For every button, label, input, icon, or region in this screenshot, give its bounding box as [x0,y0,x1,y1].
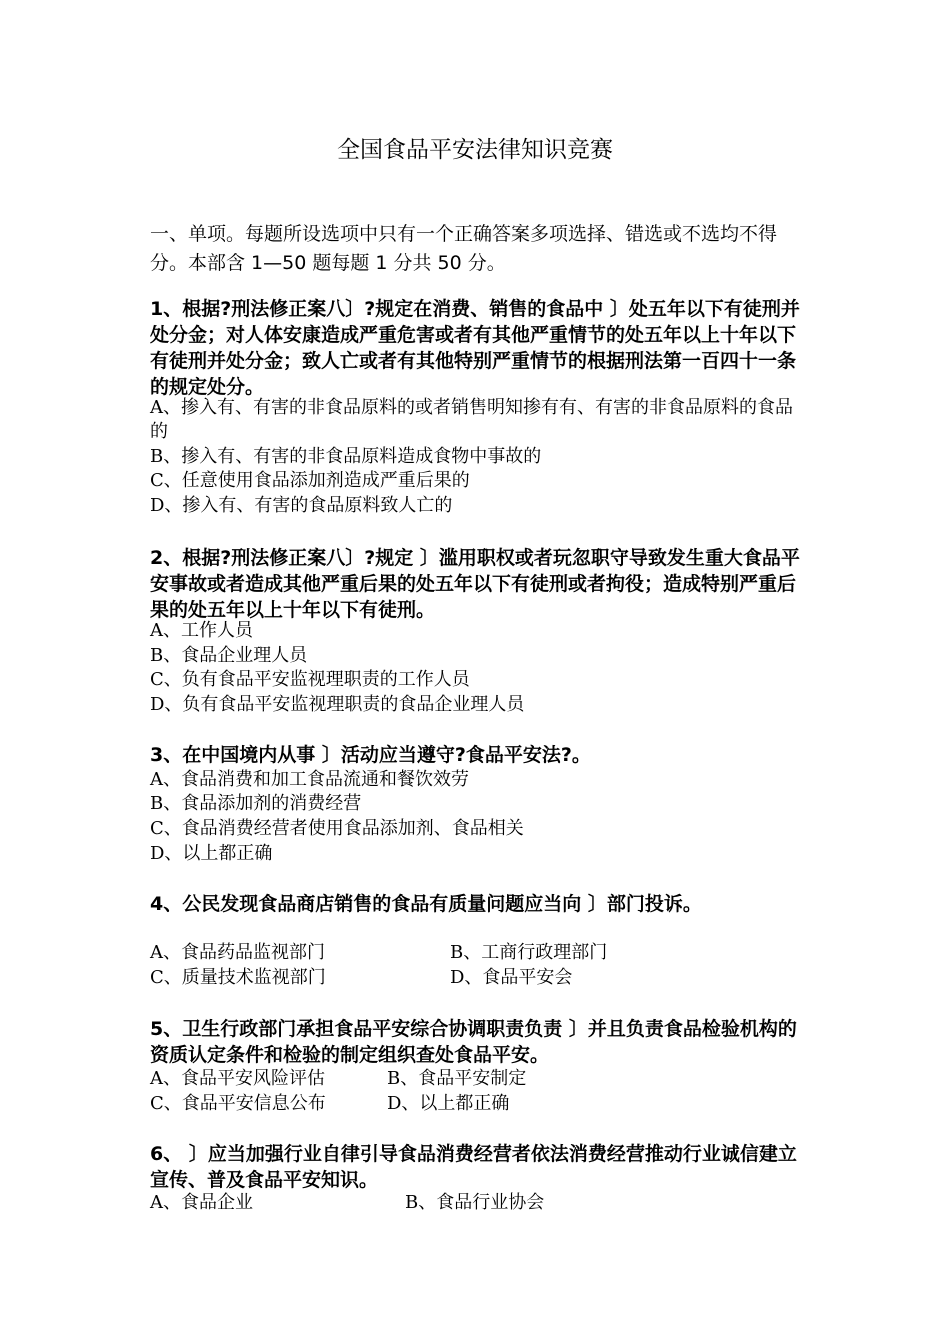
question-4-option-c: C、质量技术监视部门 [150,967,326,988]
question-5-stem: 5、卫生行政部门承担食品平安综合协调职责负责 〕并且负责食品检验机构的资质认定条件和检验的制定组织查处食品平安。 [150,1018,797,1066]
question-3-stem: 3、在中国境内从事 〕活动应当遵守?食品平安法?。 [150,744,591,766]
question-6-stem: 6、 〕应当加强行业自律引导食品消费经营者依法消费经营推动行业诚信建立宣传、普及食品平安知识。 [150,1143,797,1191]
question-5-option-a: A、食品平安风险评估 [150,1068,325,1089]
question-4-option-d: D、食品平安会 [450,967,573,988]
question-3-option-c: C、食品消费经营者使用食品添加剂、食品相关 [150,818,524,839]
question-2-option-a: A、工作人员 [150,620,253,641]
question-2-stem: 2、根据?刑法修正案八〕?规定 〕滥用职权或者玩忽职守导致发生重大食品平安事故或者造成其他严重后果的处五年以下有徒刑或者拘役；造成特别严重后果的处五年以上十年以下有徒刑。 [150,547,800,621]
question-3-option-d: D、以上都正确 [150,843,273,864]
question-5-option-d: D、以上都正确 [387,1093,510,1114]
question-1-option-a: A、掺入有、有害的非食品原料的或者销售明知掺有有、有害的非食品原料的食品的 [150,397,793,442]
question-1-option-d: D、掺入有、有害的食品原料致人亡的 [150,495,453,516]
question-5-option-c: C、食品平安信息公布 [150,1093,326,1114]
question-2-option-d: D、负有食品平安监视理职责的食品企业理人员 [150,694,525,715]
question-6-option-b: B、食品行业协会 [405,1192,545,1213]
question-1-option-b: B、掺入有、有害的非食品原料造成食物中事故的 [150,446,542,467]
question-4-option-a: A、食品药品监视部门 [150,942,325,963]
question-5-option-b: B、食品平安制定 [387,1068,527,1089]
question-3-option-b: B、食品添加剂的消费经营 [150,793,362,814]
section-instructions: 一、单项。每题所设选项中只有一个正确答案多项选择、错选或不选均不得分。本部含 1—50 题每题 1 分共 50 分。 [150,223,778,274]
document-title: 全国食品平安法律知识竞赛 [337,137,613,163]
question-2-option-c: C、负有食品平安监视理职责的工作人员 [150,669,470,690]
question-1-option-c: C、任意使用食品添加剂造成严重后果的 [150,470,470,491]
question-3-option-a: A、食品消费和加工食品流通和餐饮效劳 [150,769,469,790]
question-1-stem: 1、根据?刑法修正案八〕?规定在消费、销售的食品中 〕处五年以下有徒刑并处分金；对人体安康造成严重危害或者有其他严重情节的处五年以上十年以下有徒刑并处分金；致人亡或者有其他特别严重情节的根据刑法第一百四十一条的规定处分。 [150,298,800,398]
question-2-option-b: B、食品企业理人员 [150,645,308,666]
question-6-option-a: A、食品企业 [150,1192,253,1213]
question-4-stem: 4、公民发现食品商店销售的食品有质量问题应当向 〕部门投诉。 [150,893,702,915]
question-4-option-b: B、工商行政理部门 [450,942,608,963]
